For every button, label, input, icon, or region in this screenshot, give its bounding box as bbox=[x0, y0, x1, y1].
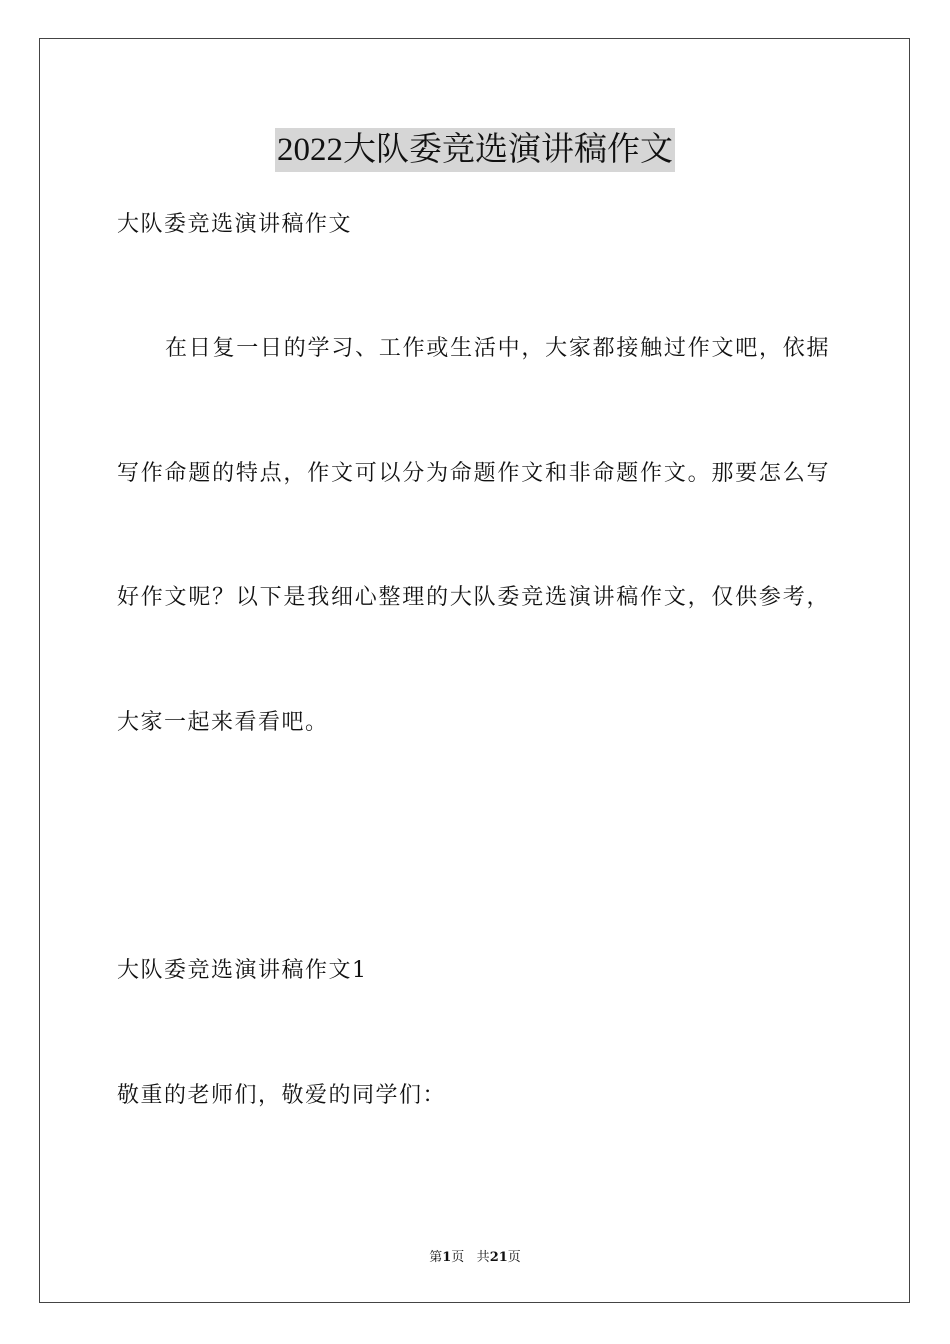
page-suffix: 页 bbox=[451, 1250, 465, 1265]
page-footer bbox=[0, 1249, 950, 1267]
intro-line-2: 写作命题的特点，作文可以分为命题作文和非命题作文。那要怎么写 bbox=[117, 461, 830, 486]
total-prefix: 共 bbox=[476, 1250, 490, 1265]
page-prefix: 第 bbox=[429, 1250, 443, 1265]
salutation: 敬重的老师们，敬爱的同学们： bbox=[117, 1083, 447, 1108]
total-suffix: 页 bbox=[507, 1250, 521, 1265]
document-subtitle: 大队委竞选演讲稿作文 bbox=[117, 212, 353, 237]
document-title bbox=[0, 127, 950, 172]
page-number: 1 bbox=[442, 1250, 452, 1265]
intro-line-4: 大家一起来看看吧。 bbox=[117, 710, 329, 735]
intro-line-1: 在日复一日的学习、工作或生活中，大家都接触过作文吧，依据 bbox=[165, 336, 830, 361]
document-title-text: 2022大队委竞选演讲稿作文 bbox=[275, 128, 675, 172]
total-pages: 21 bbox=[489, 1250, 508, 1265]
section-heading: 大队委竞选演讲稿作文1 bbox=[117, 958, 368, 983]
intro-line-3: 好作文呢？以下是我细心整理的大队委竞选演讲稿作文，仅供参考， bbox=[117, 585, 830, 610]
